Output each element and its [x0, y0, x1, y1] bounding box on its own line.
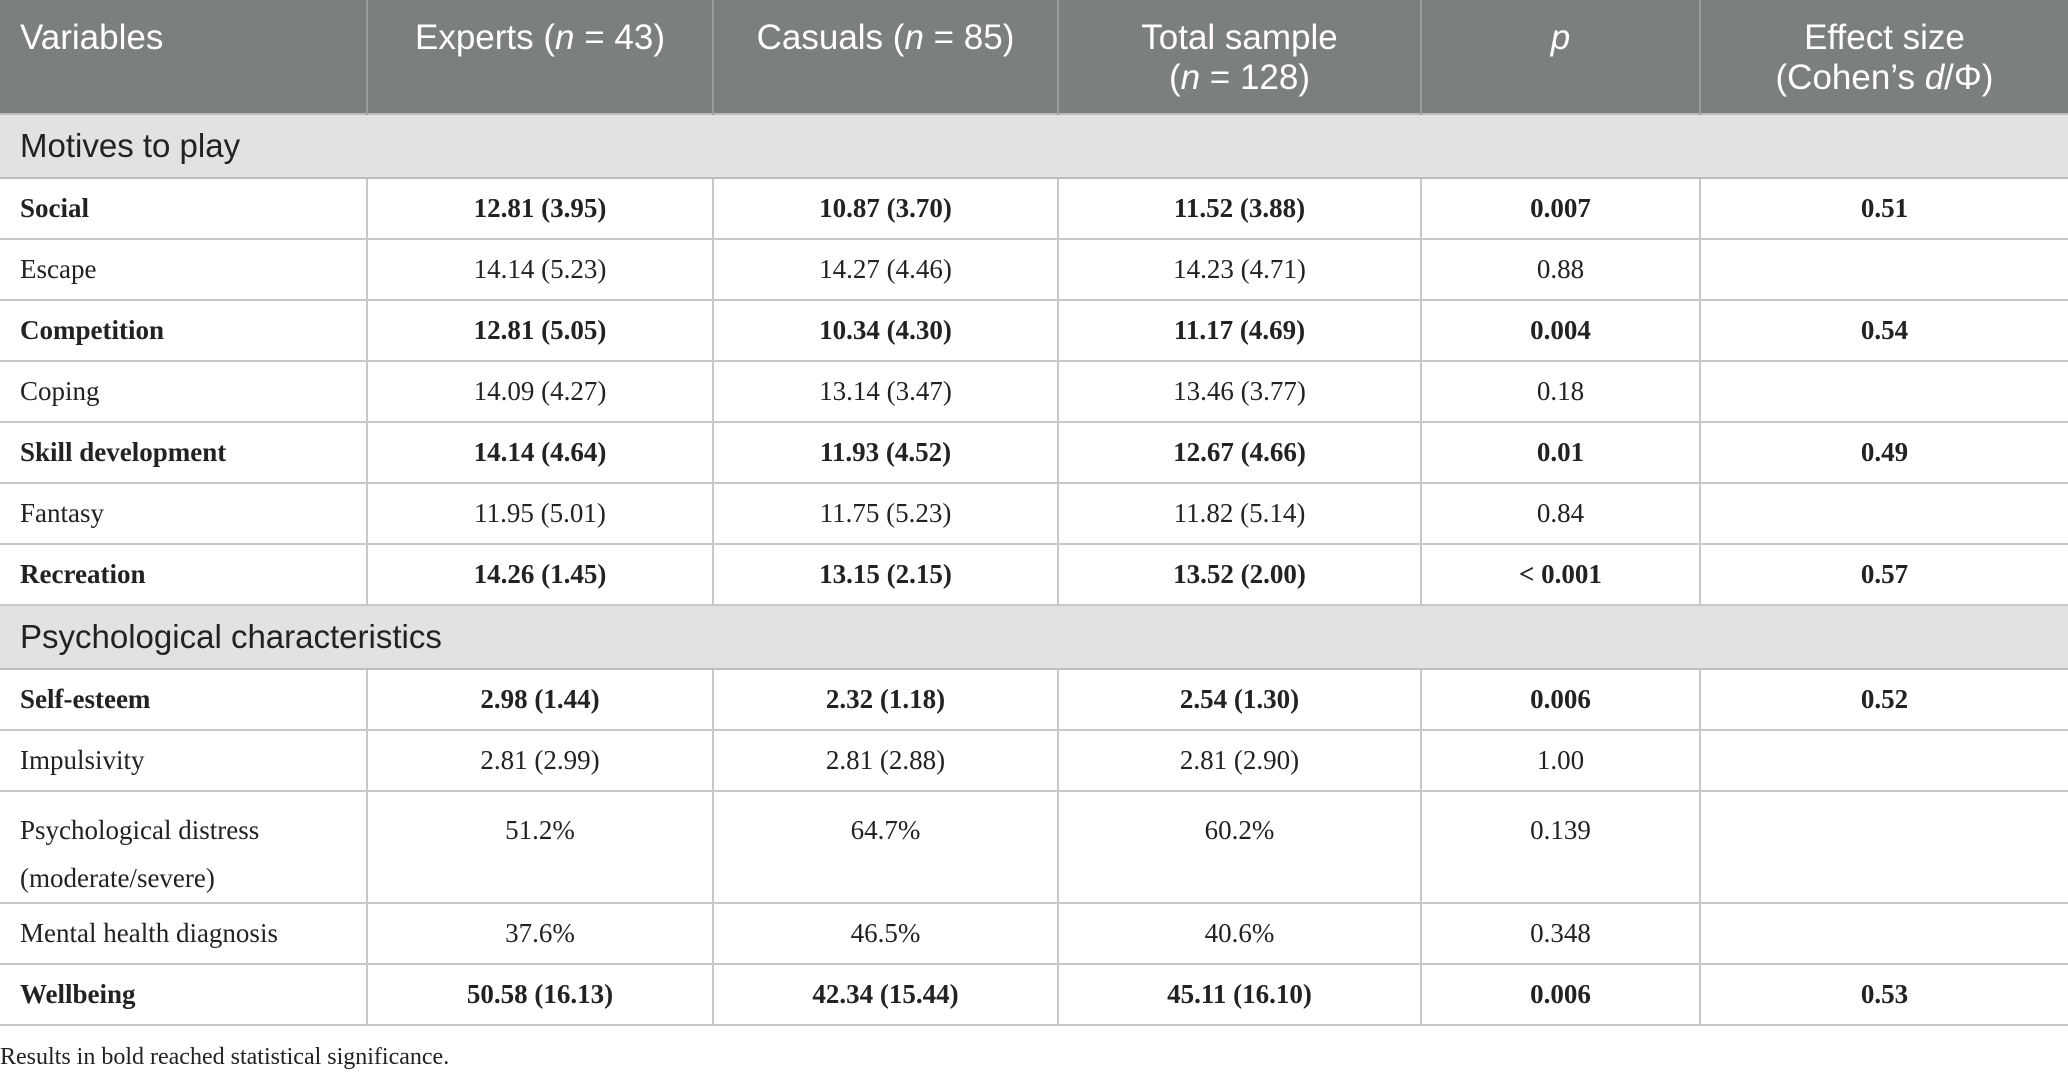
table-row	[0, 178, 2068, 239]
header-total-sample: Total sample (n = 128)	[1058, 0, 1421, 114]
variable-label: Psychological distress	[20, 815, 260, 845]
table-row	[0, 300, 2068, 361]
experts-cell: 14.14 (5.23)	[367, 239, 713, 300]
casuals-cell: 64.7%	[713, 791, 1058, 903]
table-body	[0, 114, 2068, 1025]
casuals-cell: 11.93 (4.52)	[713, 422, 1058, 483]
table-row	[0, 903, 2068, 964]
p-value-cell: 0.18	[1421, 361, 1700, 422]
total-cell: 2.81 (2.90)	[1058, 730, 1421, 791]
variable-cell	[0, 239, 367, 300]
table-row	[0, 483, 2068, 544]
section-row	[0, 114, 2068, 178]
p-value-cell: 0.006	[1421, 964, 1700, 1025]
variable-cell	[0, 903, 367, 964]
p-value-cell: 0.348	[1421, 903, 1700, 964]
table-row	[0, 669, 2068, 730]
table-header	[0, 0, 2068, 114]
table-row	[0, 239, 2068, 300]
header-effect-size: Effect size (Cohen’s d/Φ)	[1700, 0, 2068, 114]
variable-label: Escape	[20, 254, 97, 284]
effect-size-cell: 0.57	[1700, 544, 2068, 605]
total-cell: 11.52 (3.88)	[1058, 178, 1421, 239]
casuals-cell: 11.75 (5.23)	[713, 483, 1058, 544]
variable-label: Competition	[20, 315, 164, 345]
casuals-cell: 10.87 (3.70)	[713, 178, 1058, 239]
variable-cell	[0, 544, 367, 605]
experts-cell: 12.81 (3.95)	[367, 178, 713, 239]
header-p-value: p	[1421, 0, 1700, 114]
p-value-cell: < 0.001	[1421, 544, 1700, 605]
casuals-cell: 10.34 (4.30)	[713, 300, 1058, 361]
casuals-cell: 2.81 (2.88)	[713, 730, 1058, 791]
p-value-cell: 0.004	[1421, 300, 1700, 361]
casuals-cell: 46.5%	[713, 903, 1058, 964]
effect-size-cell: 0.54	[1700, 300, 2068, 361]
variable-cell	[0, 964, 367, 1025]
variable-label: Mental health diagnosis	[20, 918, 278, 948]
experts-cell: 11.95 (5.01)	[367, 483, 713, 544]
variable-label: Fantasy	[20, 498, 104, 528]
experts-cell: 14.09 (4.27)	[367, 361, 713, 422]
total-cell: 14.23 (4.71)	[1058, 239, 1421, 300]
section-title: Psychological characteristics	[0, 605, 2068, 669]
section-row	[0, 605, 2068, 669]
variable-label: Skill development	[20, 437, 227, 467]
variable-label: Impulsivity	[20, 745, 145, 775]
p-value-cell: 0.01	[1421, 422, 1700, 483]
total-cell: 12.67 (4.66)	[1058, 422, 1421, 483]
variable-cell	[0, 361, 367, 422]
table-row	[0, 422, 2068, 483]
total-cell: 60.2%	[1058, 791, 1421, 903]
total-cell: 13.52 (2.00)	[1058, 544, 1421, 605]
section-title: Motives to play	[0, 114, 2068, 178]
experts-cell: 50.58 (16.13)	[367, 964, 713, 1025]
header-variables: Variables	[0, 0, 367, 114]
variable-label-line2: (moderate/severe)	[20, 863, 215, 893]
p-value-cell: 0.006	[1421, 669, 1700, 730]
experts-cell: 14.26 (1.45)	[367, 544, 713, 605]
effect-size-cell	[1700, 903, 2068, 964]
variable-label: Recreation	[20, 559, 146, 589]
p-value-cell: 0.88	[1421, 239, 1700, 300]
table-row	[0, 964, 2068, 1025]
table-row	[0, 361, 2068, 422]
total-cell: 40.6%	[1058, 903, 1421, 964]
variable-cell	[0, 791, 367, 903]
casuals-cell: 14.27 (4.46)	[713, 239, 1058, 300]
experts-cell: 51.2%	[367, 791, 713, 903]
variable-cell	[0, 669, 367, 730]
p-value-cell: 0.139	[1421, 791, 1700, 903]
casuals-cell: 2.32 (1.18)	[713, 669, 1058, 730]
table-footnote: Results in bold reached statistical significance.	[0, 1044, 450, 1070]
total-cell: 11.82 (5.14)	[1058, 483, 1421, 544]
variable-cell	[0, 178, 367, 239]
effect-size-cell: 0.52	[1700, 669, 2068, 730]
effect-size-cell	[1700, 730, 2068, 791]
experts-cell: 12.81 (5.05)	[367, 300, 713, 361]
table-row	[0, 544, 2068, 605]
effect-size-cell	[1700, 483, 2068, 544]
table-row	[0, 791, 2068, 903]
table-row	[0, 730, 2068, 791]
experts-cell: 2.98 (1.44)	[367, 669, 713, 730]
effect-size-cell: 0.51	[1700, 178, 2068, 239]
p-value-cell: 1.00	[1421, 730, 1700, 791]
variable-cell	[0, 483, 367, 544]
variable-label: Self-esteem	[20, 684, 151, 714]
header-experts: Experts (n = 43)	[367, 0, 713, 114]
header-casuals: Casuals (n = 85)	[713, 0, 1058, 114]
casuals-cell: 42.34 (15.44)	[713, 964, 1058, 1025]
effect-size-cell	[1700, 791, 2068, 903]
total-cell: 2.54 (1.30)	[1058, 669, 1421, 730]
total-cell: 13.46 (3.77)	[1058, 361, 1421, 422]
casuals-cell: 13.15 (2.15)	[713, 544, 1058, 605]
total-cell: 11.17 (4.69)	[1058, 300, 1421, 361]
experts-cell: 2.81 (2.99)	[367, 730, 713, 791]
casuals-cell: 13.14 (3.47)	[713, 361, 1058, 422]
effect-size-cell: 0.49	[1700, 422, 2068, 483]
effect-size-cell: 0.53	[1700, 964, 2068, 1025]
p-value-cell: 0.007	[1421, 178, 1700, 239]
experts-cell: 37.6%	[367, 903, 713, 964]
variable-cell	[0, 300, 367, 361]
variable-label: Wellbeing	[20, 979, 136, 1009]
experts-cell: 14.14 (4.64)	[367, 422, 713, 483]
variable-label: Coping	[20, 376, 100, 406]
header-row	[0, 0, 2068, 114]
total-cell: 45.11 (16.10)	[1058, 964, 1421, 1025]
effect-size-cell	[1700, 239, 2068, 300]
effect-size-cell	[1700, 361, 2068, 422]
variable-cell	[0, 730, 367, 791]
variable-cell	[0, 422, 367, 483]
p-value-cell: 0.84	[1421, 483, 1700, 544]
variable-label: Social	[20, 193, 90, 223]
